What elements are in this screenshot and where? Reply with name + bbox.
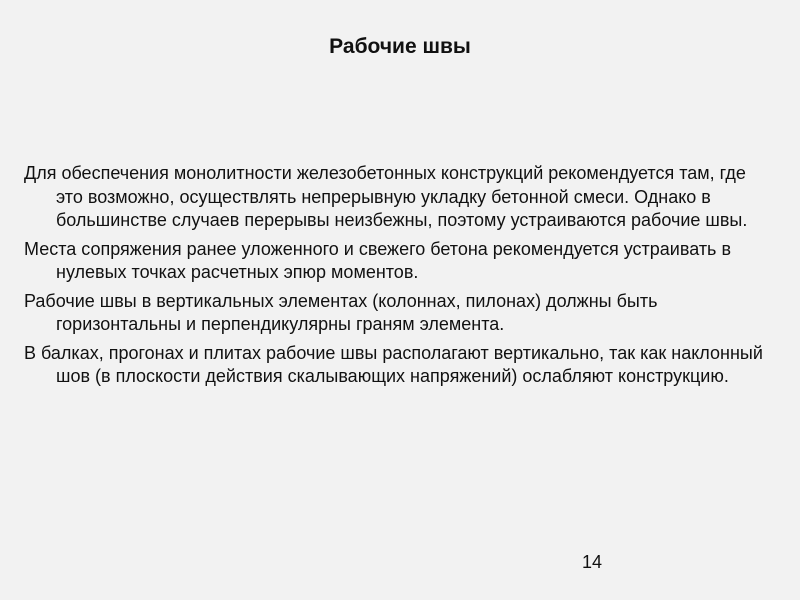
slide-title: Рабочие швы [329, 35, 471, 58]
page-number: 14 [581, 552, 602, 572]
slide-body [24, 162, 764, 394]
paragraph-beams-slabs: В балках, прогонах и плитах рабочие швы располагают вертикально, так как наклонный шов (в плоскости действия скалывающих напряжений) ослабляют конструкцию. [24, 342, 763, 386]
paragraph-continuous-concreting: Для обеспечения монолитности железобетонных конструкций рекомендуется там, где это возможно, осуществлять непрерывную укладку бетонной смеси. Однако в большинстве случаев перерывы неизбежны, поэтому устраиваются рабочие швы. [24, 163, 748, 230]
paragraph-vertical-elements: Рабочие швы в вертикальных элементах (колоннах, пилонах) должны быть горизонтальны и перпендикулярны граням элемента. [24, 290, 658, 334]
paragraph-joint-placement: Места сопряжения ранее уложенного и свежего бетона рекомендуется устраивать в нулевых точках расчетных эпюр моментов. [24, 238, 732, 282]
